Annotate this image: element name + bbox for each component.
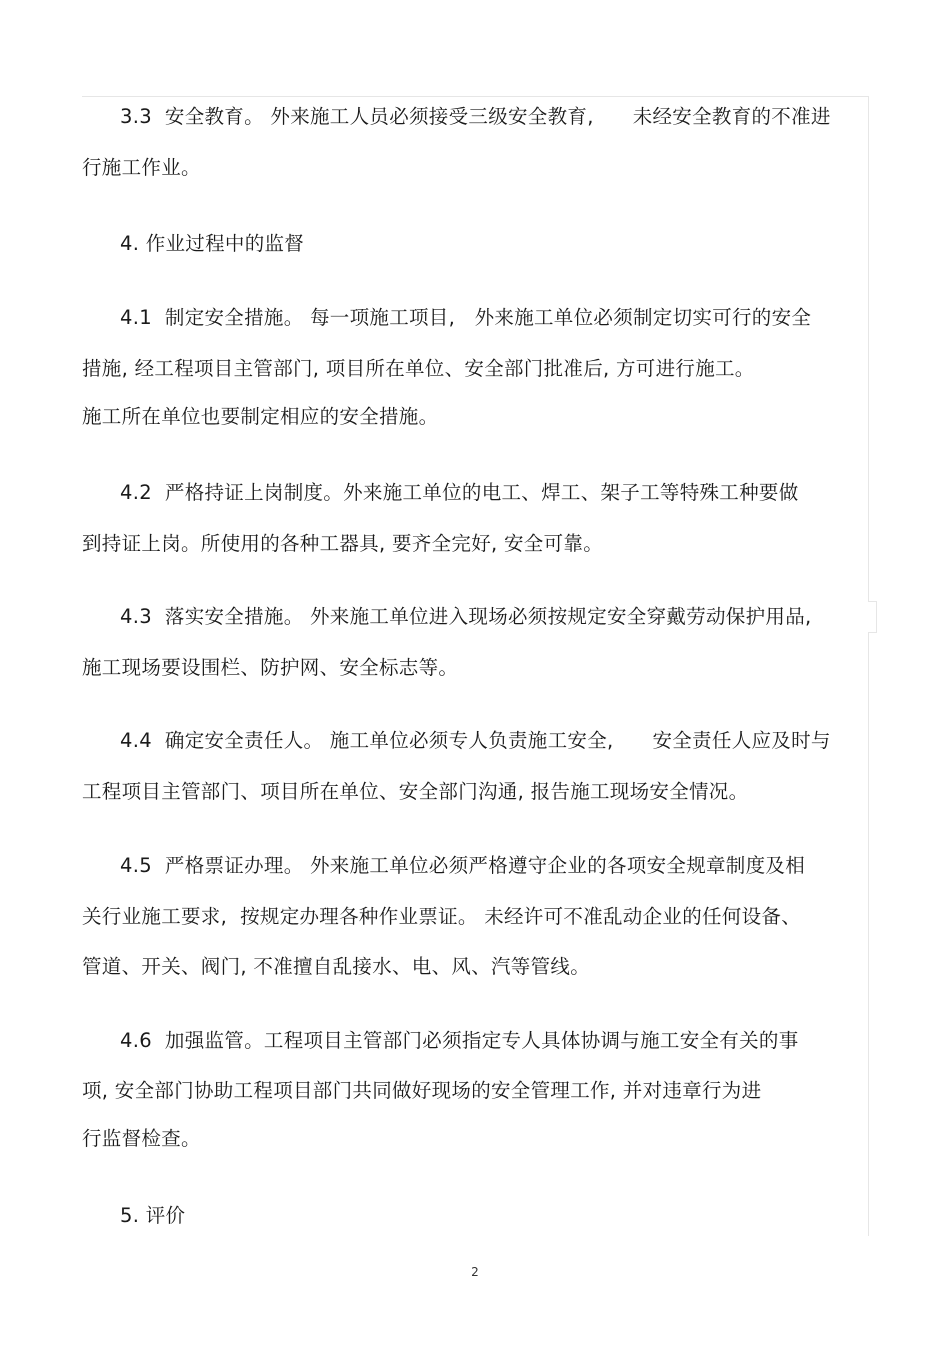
page-border-notch <box>868 601 877 633</box>
para-4-3-line-1: 4.3 落实安全措施。 外来施工单位进入现场必须按规定安全穿戴劳动保护用品, <box>120 605 812 628</box>
para-4-1-line-3: 施工所在单位也要制定相应的安全措施。 <box>82 405 439 428</box>
para-4-5-line-3: 管道、开关、阀门, 不准擅自乱接水、电、风、汽等管线。 <box>82 955 590 978</box>
section-heading-5: 5. 评价 <box>120 1204 186 1227</box>
para-4-2-line-2: 到持证上岗。所使用的各种工器具, 要齐全完好, 安全可靠。 <box>82 532 603 555</box>
para-4-1-line-2: 措施, 经工程项目主管部门, 项目所在单位、安全部门批准后, 方可进行施工。 <box>82 357 755 380</box>
para-3-3-line-2: 行施工作业。 <box>82 156 201 179</box>
para-4-1-line-1: 4.1 制定安全措施。 每一项施工项目, 外来施工单位必须制定切实可行的安全 <box>120 306 812 329</box>
para-4-4-line-2: 工程项目主管部门、项目所在单位、安全部门沟通, 报告施工现场安全情况。 <box>82 780 749 803</box>
para-4-2-line-1: 4.2 严格持证上岗制度。外来施工单位的电工、焊工、架子工等特殊工种要做 <box>120 481 799 504</box>
para-4-6-line-3: 行监督检查。 <box>82 1127 201 1150</box>
para-4-6-line-1: 4.6 加强监管。工程项目主管部门必须指定专人具体协调与施工安全有关的事 <box>120 1029 799 1052</box>
para-4-5-line-2: 关行业施工要求, 按规定办理各种作业票证。 未经许可不准乱动企业的任何设备、 <box>82 905 801 928</box>
page-number: 2 <box>471 1265 479 1279</box>
page-border-right <box>868 96 869 1236</box>
para-4-3-line-2: 施工现场要设围栏、防护网、安全标志等。 <box>82 656 459 679</box>
para-4-6-line-2: 项, 安全部门协助工程项目部门共同做好现场的安全管理工作, 并对违章行为进 <box>82 1079 762 1102</box>
page-border-top <box>82 96 868 97</box>
para-4-4-line-1: 4.4 确定安全责任人。 施工单位必须专人负责施工安全, 安全责任人应及时与 <box>120 729 831 752</box>
para-3-3-line-1: 3.3 安全教育。 外来施工人员必须接受三级安全教育, 未经安全教育的不准进 <box>120 105 831 128</box>
para-4-5-line-1: 4.5 严格票证办理。 外来施工单位必须严格遵守企业的各项安全规章制度及相 <box>120 854 806 877</box>
section-heading-4: 4. 作业过程中的监督 <box>120 232 305 255</box>
